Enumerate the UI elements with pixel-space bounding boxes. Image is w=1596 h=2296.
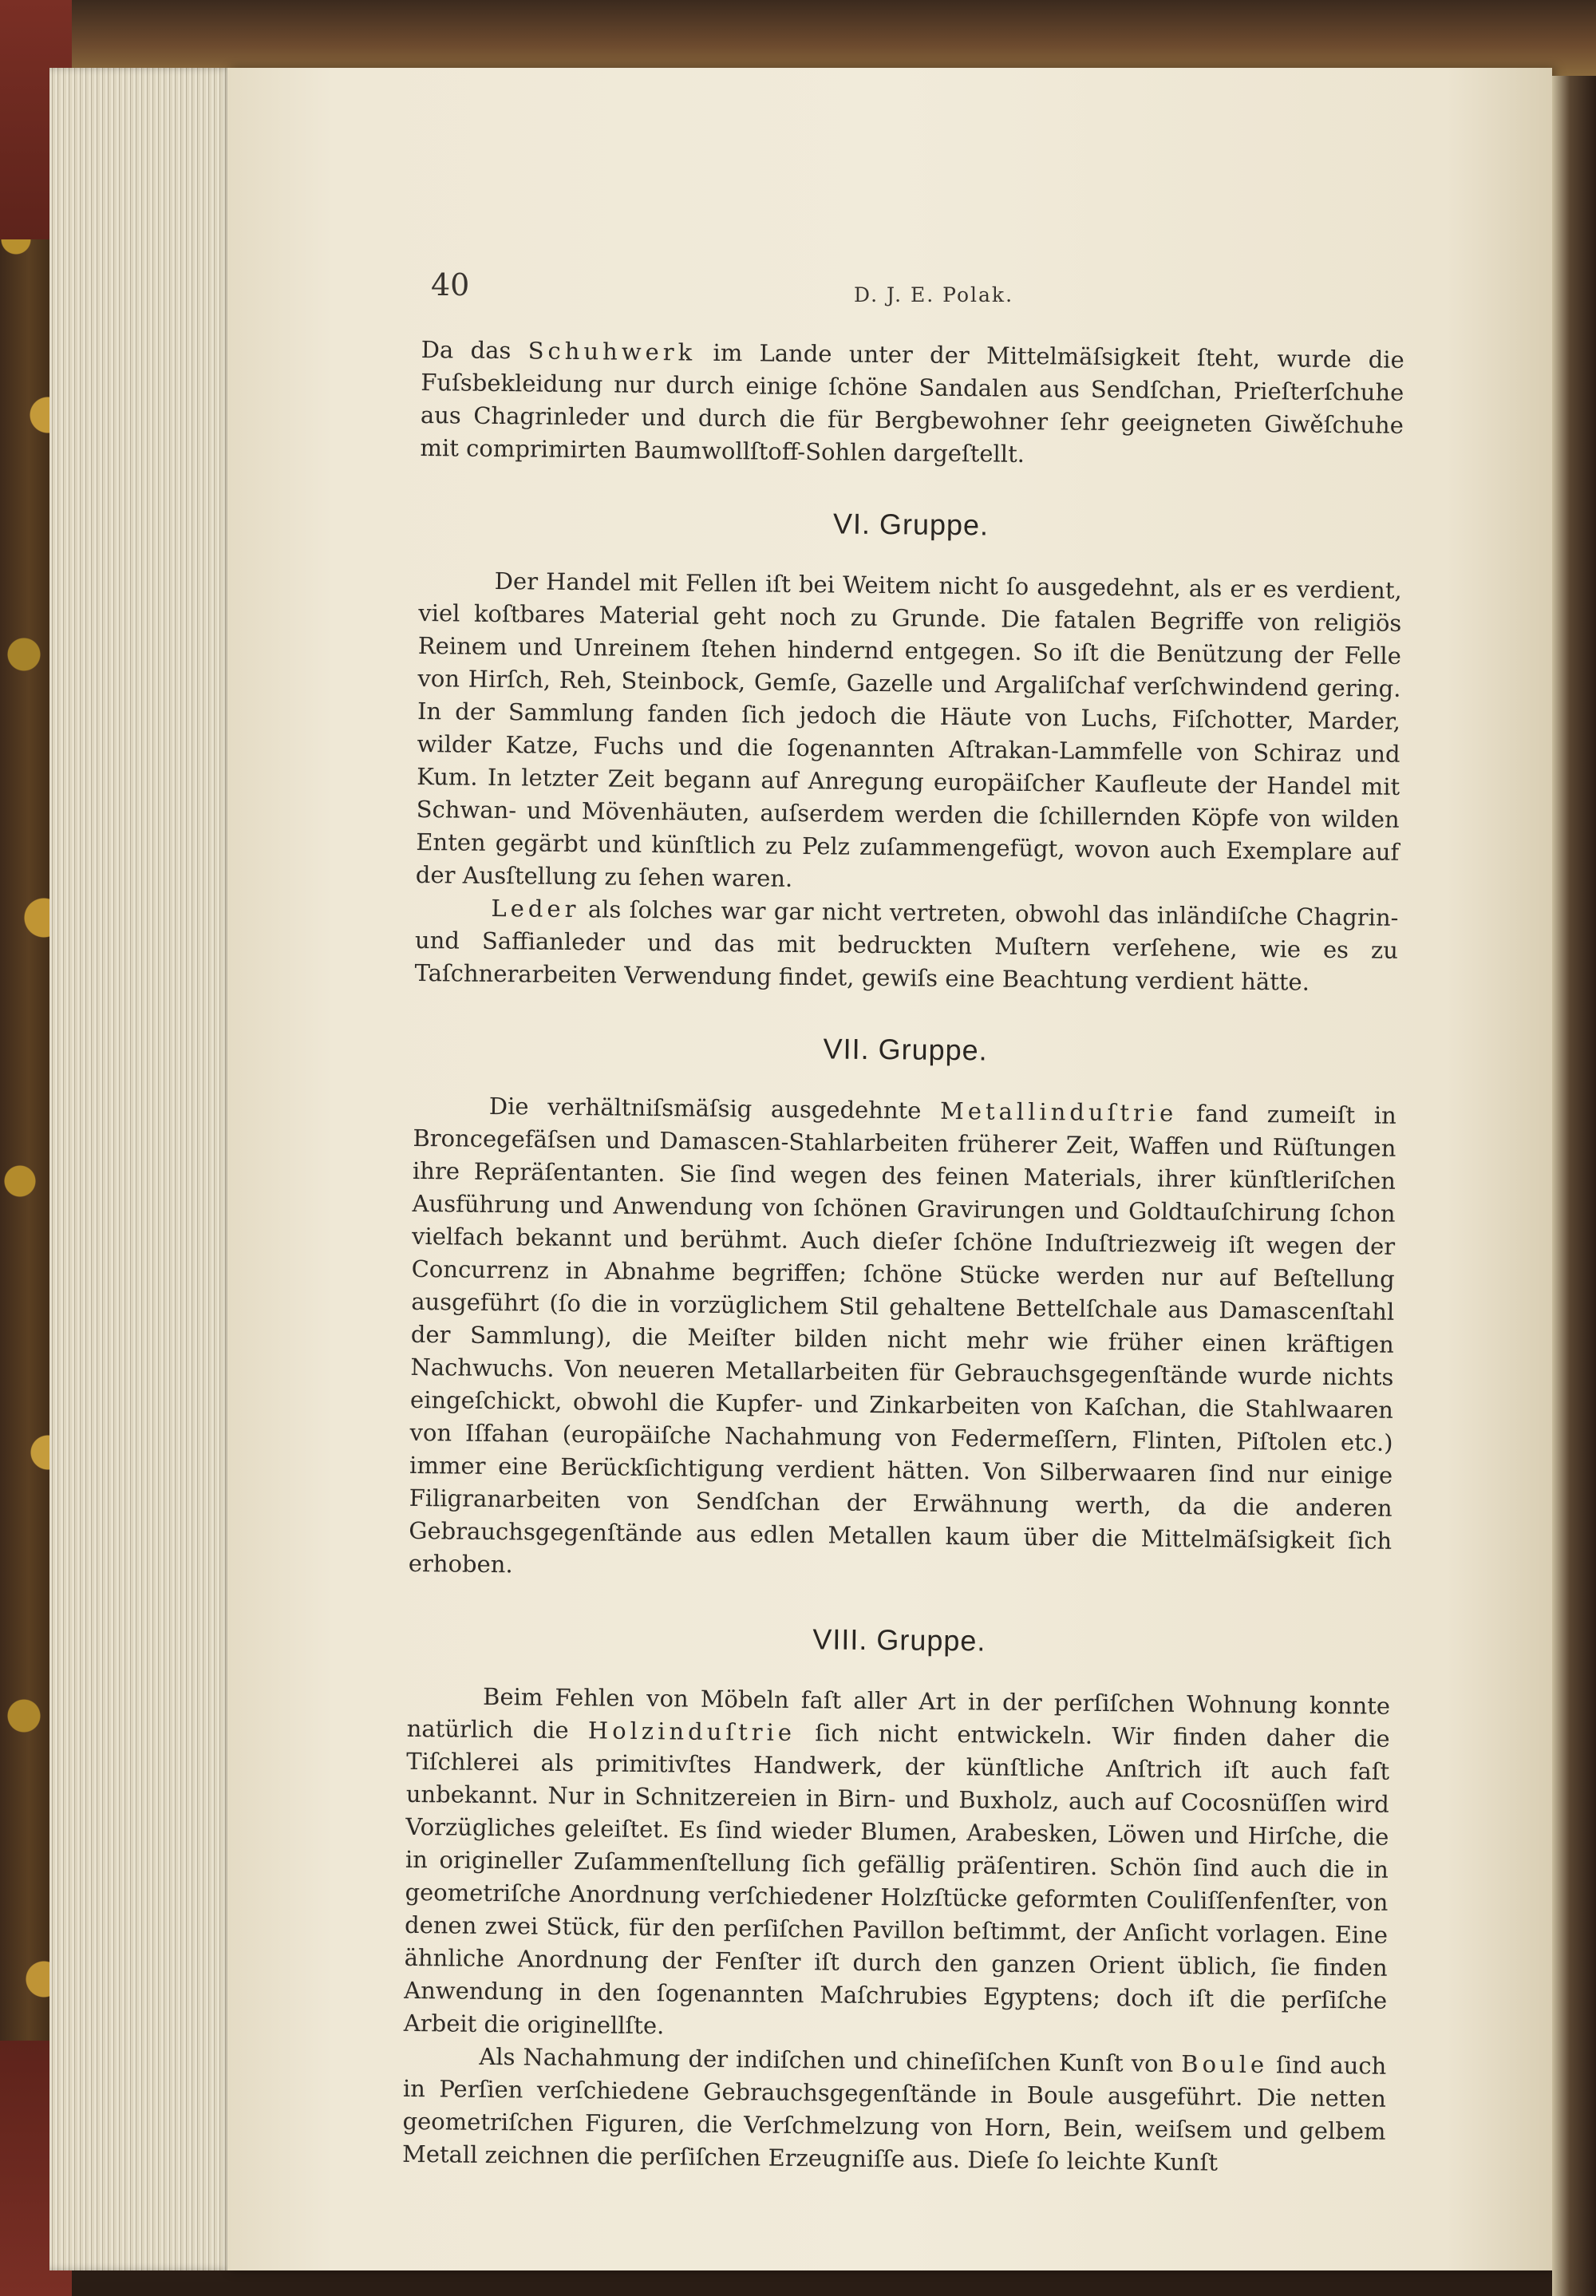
- running-head: D. J. E. Polak.: [854, 283, 1014, 306]
- paragraph: [409, 1089, 1396, 1591]
- section-heading-vii: VII. Gruppe.: [823, 1032, 988, 1067]
- spaced-term: Schuhwerk: [527, 337, 697, 366]
- book-binding-top: [0, 0, 1596, 76]
- intro-paragraph: [420, 334, 1404, 475]
- page-number: 40: [431, 267, 470, 302]
- text-run: Beim Fehlen von Möbeln faſt aller Art in der perſiſchen Wohnung konnte natürlich die: [406, 1682, 1391, 1745]
- section-heading-viii: VIII. Gruppe.: [812, 1622, 986, 1658]
- text-run: Da das: [421, 335, 528, 365]
- text-run: im Lande unter der Mittelmäſsigkeit ſteht, wurde die Fuſsbekleidung nur durch einige ſchöne Sandalen aus Sendſchan, Prieſterſchuhe aus Chagrinleder und durch die für Bergbewohner ſehr geeigneten Giwěſchuhe mit comprimirten Baumwollſtoff-Sohlen dargeſtellt.: [420, 338, 1404, 468]
- spaced-term: Boule: [1181, 2050, 1269, 2079]
- body-text: [402, 334, 1404, 2181]
- text-run: fand zumeiſt in Broncegefäſsen und Damascen-Stahlarbeiten früherer Zeit, Waffen und Rüſtungen ihre Repräſentanten. Sie ſind wegen des feinen Materials, ihrer künſtleriſchen Ausführung und Anwendung von ſchönen Gravirungen und Goldtauſchirung ſchon vielfach bekannt und berühmt. Auch dieſer ſchöne Induſtriezweig iſt wegen der Concurrenz in Abnahme begriffen; ſchöne Stücke werden nur auf Beſtellung ausgeführt (ſo die in vorzüglichem Stil gehaltene Bettelſchale aus Damascenſtahl der Sammlung), die Meiſter bilden nicht mehr wie früher einen kräftigen Nachwuchs. Von neueren Metallarbeiten für Gebrauchsgegenſtände wurde nichts eingeſchickt, obwohl die Kupfer- und Zinkarbeiten von Kaſchan, die Stahlwaaren von Iſfahan (europäiſche Nachahmung von Federmeſſern, Flinten, Piſtolen etc.) immer eine Berückſichtigung verdient hätten. Von Silberwaaren ſind nur einige Filigranarbeiten von Sendſchan der Erwähnung werth, da die anderen Gebrauchsgegenſtände aus edlen Metallen kaum über die Mittelmäſsigkeit ſich erhoben.: [408, 1099, 1396, 1579]
- text-run: als ſolches war gar nicht vertreten, obwohl das inländiſche Chagrin- und Saffianleder und das mit bedruckten Muſtern verſehene, wie es zu Taſchnerarbeiten Verwendung findet, gewiſs eine Beachtung verdient hätte.: [414, 895, 1399, 996]
- paragraph: [414, 891, 1398, 1000]
- gutter-right: [1552, 76, 1596, 2296]
- text-run: Die verhältniſsmäſsig ausgedehnte: [488, 1092, 941, 1124]
- paragraph: Der Handel mit Fellen iſt bei Weitem nicht ſo ausgedehnt, als er es verdient, viel koſtbares Material geht noch zu Grunde. Die fatalen Begriffe von religiös Reinem und Unreinem ſtehen hindernd entgegen. So iſt die Benützung der Felle von Hirſch, Reh, Steinbock, Gemſe, Gazelle und Argaliſchaf verſchwindend gering. In der Sammlung fanden ſich jedoch die Häute von Luchs, Fiſchotter, Marder, wilder Katze, Fuchs und die ſogenannten Aſtrakan-Lammfelle von Schiraz und Kum. In letzter Zeit begann auf Anregung europäiſcher Kaufleute der Handel mit Schwan- und Mövenhäuten, auſserdem werden die ſchillernden Köpfe von wilden Enten gegärbt und künſtlich zu Pelz zuſammengefügt, wovon auch Exemplare auf der Ausſtellung zu ſehen waren.: [415, 567, 1402, 892]
- paragraph: [402, 2040, 1387, 2181]
- section-heading-vi: VI. Gruppe.: [832, 507, 990, 542]
- paragraph: [404, 1680, 1391, 2050]
- page-edges: [49, 68, 235, 2270]
- page-header: [431, 267, 1412, 315]
- spaced-term: Metallinduſtrie: [939, 1097, 1178, 1127]
- spaced-term: Leder: [491, 894, 580, 923]
- text-run: ſich nicht entwickeln. Wir finden daher die Tiſchlerei als primitivſtes Handwerk, der künſtliche Anſtrich iſt auch faſt unbekannt. Nur in Schnitzereien in Birn- und Buxholz, auch auf Cocosnüſſen wird Vorzügliches geleiſtet. Es ſind wieder Blumen, Arabesken, Löwen und Hirſche, die in origineller Zuſammenſtellung ſich gefällig präſentiren. Schön ſind auch die in geometriſche Anordnung verſchiedener Holzſtücke geformten Couliſſenfenſter, von denen zwei Stück, für den perſiſchen Pavillon beſtimmt, der Anſicht vorlagen. Eine ähnliche Anordnung der Fenſter iſt durch den ganzen Orient üblich, ſie finden Anwendung in den ſogenannten Maſchrubies Egyptens; doch iſt die perſiſche Arbeit die originellſte.: [403, 1719, 1390, 2040]
- spaced-term: Holzinduſtrie: [587, 1717, 796, 1747]
- text-run: Als Nachahmung der indiſchen und chineſiſchen Kunſt von: [479, 2042, 1182, 2078]
- text-run: ſind auch in Perſien verſchiedene Gebrauchsgegenſtände in Boule ausgeführt. Die netten geometriſchen Figuren, die Verſchmelzung von Horn, Bein, weiſsem und gelbem Metall zeichnen die perſiſchen Erzeugniſſe aus. Dieſe ſo leichte Kunſt: [401, 2051, 1387, 2176]
